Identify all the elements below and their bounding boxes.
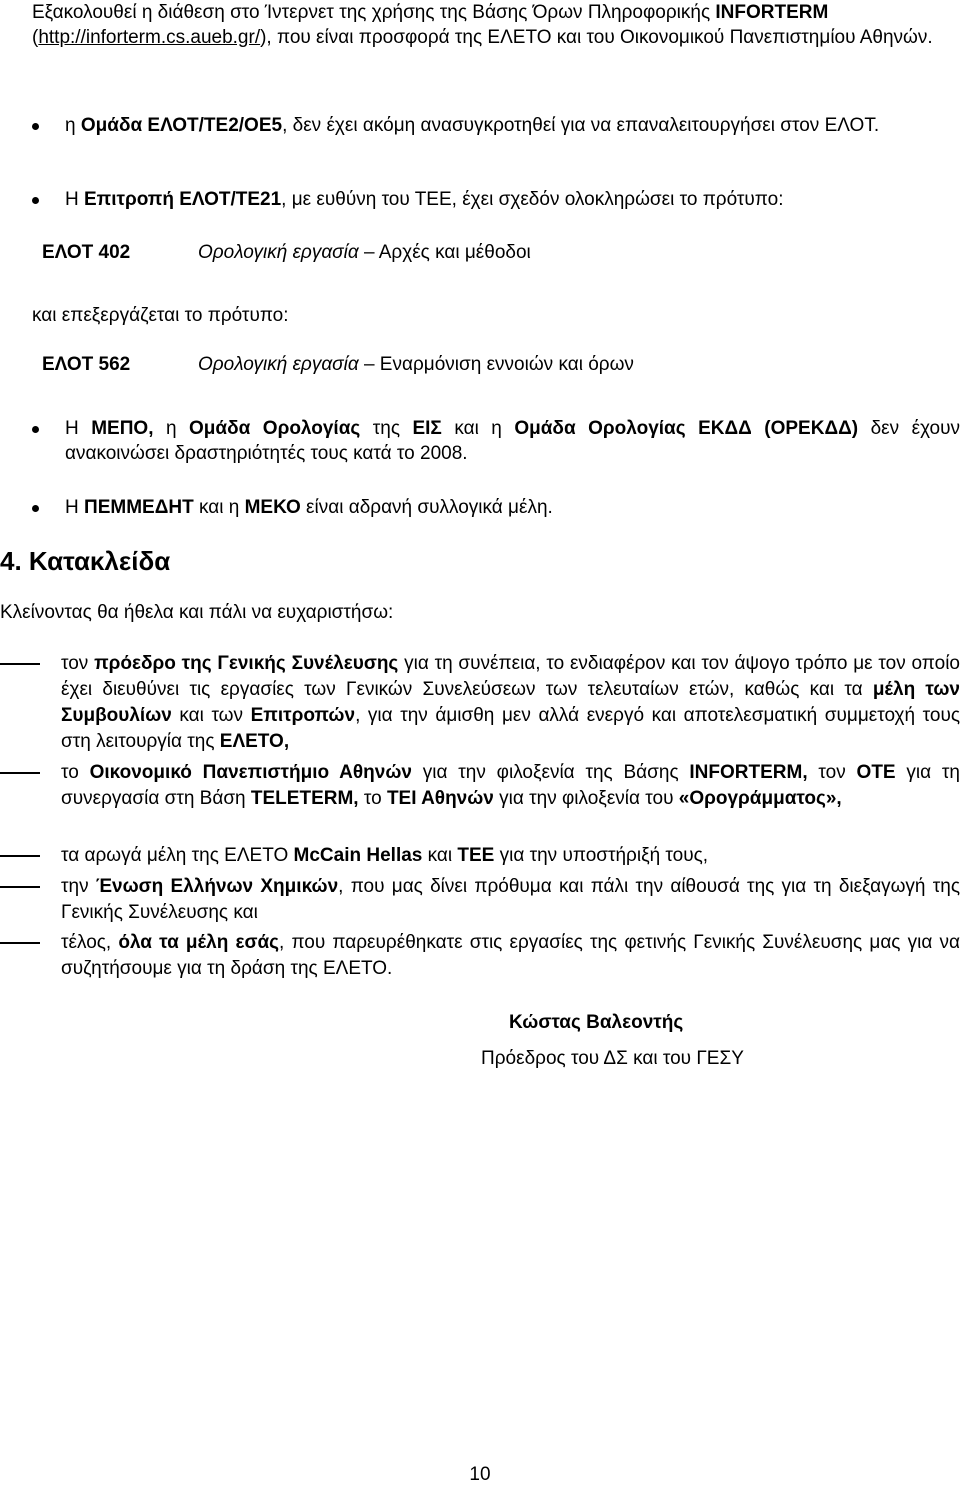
thanks-text: για τη συνέπεια, το ενδιαφέρον και τον άψογο τρόπο με τον οποίο έχει διευθύνει τις εργασίες των Γενικών Συνελεύσεων των τελευταίων ετών, καθώς και τα — [61, 653, 960, 700]
dash-icon — [0, 772, 40, 774]
thanks-bold: ΤΕΕ — [457, 845, 495, 866]
thanks-text: για τη συνεργασία στη Βάση — [61, 762, 960, 809]
bullet-pemmedht — [32, 495, 960, 520]
thanks-bold: McCain Hellas — [293, 845, 423, 866]
inforterm-link[interactable]: http://inforterm.cs.aueb.gr/ — [38, 27, 261, 48]
processing-text: και επεξεργάζεται το πρότυπο: — [32, 305, 289, 326]
bullet-text: η — [153, 418, 190, 439]
thanks-item-president — [0, 651, 960, 755]
bullet-text: και η — [193, 497, 245, 518]
standard-code: ΕΛΟΤ 402 — [42, 242, 131, 263]
bullet-mepo — [32, 416, 960, 466]
bullet-text: Η — [65, 418, 92, 439]
bullet-bold: Ομάδα Ορολογίας — [189, 418, 361, 439]
thanks-text: τον — [807, 762, 857, 783]
thanks-item-all-members — [0, 930, 960, 982]
bullet-elot-te21 — [32, 187, 960, 212]
standard-title-italic: Ορολογική εργασία — [198, 242, 359, 263]
thanks-bold: Ένωση Ελλήνων Χημικών — [95, 876, 339, 897]
signature-title: Πρόεδρος του ΔΣ και του ΓΕΣΥ — [481, 1048, 744, 1069]
bullet-bold: ΕΙΣ — [412, 418, 442, 439]
bullet-icon — [32, 197, 39, 204]
thanks-bold: Οικονομικό Πανεπιστήμιο Αθηνών — [89, 762, 412, 783]
thanks-bold: όλα τα μέλη εσάς — [118, 932, 280, 953]
thanks-item-chemists — [0, 874, 960, 926]
standard-title-rest: – Εναρμόνιση εννοιών και όρων — [358, 354, 634, 375]
thanks-bold: INFORTERM, — [689, 762, 808, 783]
bullet-text: , δεν έχει ακόμη ανασυγκροτηθεί για να επαναλειτουργήσει στον ΕΛΟΤ. — [282, 115, 880, 136]
thanks-item-university — [0, 760, 960, 812]
intro-text: Εξακολουθεί η διάθεση στο Ίντερνετ της χρήσης της Βάσης Όρων Πληροφορικής — [32, 2, 716, 23]
thanks-text: , για την άμισθη μεν αλλά ενεργό και αποτελεσματική συμμετοχή τους στη λειτουργία της — [61, 705, 960, 752]
thanks-bold: TELETERM, — [250, 788, 359, 809]
thanks-bold: πρόεδρο της Γενικής Συνέλευσης — [94, 653, 399, 674]
bullet-text: Η — [65, 189, 84, 210]
thanks-bold: ΕΛΕΤΟ, — [219, 731, 290, 752]
dash-icon — [0, 886, 40, 888]
thanks-bold: ΤΕΙ Αθηνών — [386, 788, 494, 809]
thanks-text: για την υποστήριξή τους, — [494, 845, 709, 866]
thanks-item-members — [0, 843, 960, 869]
standard-elot-562 — [42, 352, 942, 377]
bullet-elot-te2 — [32, 113, 960, 138]
bullet-icon — [32, 123, 39, 130]
bullet-text: της — [360, 418, 413, 439]
bullet-text: είναι αδρανή συλλογικά μέλη. — [300, 497, 553, 518]
thanks-text: το — [61, 762, 90, 783]
dash-icon — [0, 663, 40, 665]
bullet-text: δεν έχουν ανακοινώσει δραστηριότητές τους κατά το 2008. — [65, 418, 960, 464]
page-number: 10 — [469, 1464, 491, 1485]
bullet-text: και η — [441, 418, 515, 439]
dash-icon — [0, 942, 40, 944]
thanks-text: , που παρευρέθηκατε στις εργασίες της φετινής Γενικής Συνέλευσης μας για να συζητήσουμε για τη δράση της ΕΛΕΤΟ. — [61, 932, 960, 979]
thanks-text: , που μας δίνει πρόθυμα και πάλι την αίθουσά της για τη διεξαγωγή της Γενικής Συνέλευσης και — [61, 876, 960, 923]
signature-name: Κώστας Βαλεοντής — [509, 1012, 684, 1033]
thanks-bold: ΟΤΕ — [856, 762, 896, 783]
section-heading: 4. Κατακλείδα — [0, 546, 171, 576]
intro-paragraph — [32, 0, 960, 50]
inforterm-name: INFORTERM — [715, 2, 829, 23]
closing-intro: Κλείνοντας θα ήθελα και πάλι να ευχαριστήσω: — [0, 602, 394, 623]
bullet-icon — [32, 505, 39, 512]
standard-elot-402 — [42, 240, 942, 265]
thanks-text: το — [358, 788, 387, 809]
dash-icon — [0, 855, 40, 857]
thanks-bold: «Ορογράμματος», — [678, 788, 842, 809]
bullet-bold: ΜΕΠΟ, — [91, 418, 154, 439]
paren-open: ( — [32, 27, 39, 48]
bullet-bold: ΠΕΜΜΕΔΗΤ — [84, 497, 194, 518]
intro-text-end: ), που είναι προσφορά της ΕΛΕΤΟ και του Οικονομικού Πανεπιστημίου Αθηνών. — [260, 27, 933, 48]
thanks-text: τέλος, — [61, 932, 119, 953]
thanks-text: και — [422, 845, 458, 866]
thanks-text: και των — [171, 705, 251, 726]
thanks-bold: μέλη των Συμβουλίων — [61, 679, 960, 726]
standard-title-italic: Ορολογική εργασία — [198, 354, 359, 375]
thanks-text: τα αρωγά μέλη της ΕΛΕΤΟ — [61, 845, 294, 866]
thanks-text: για την φιλοξενία του — [493, 788, 679, 809]
thanks-text: τον — [61, 653, 95, 674]
thanks-text: την — [61, 876, 96, 897]
bullet-bold: ΜΕΚΟ — [244, 497, 301, 518]
thanks-text: για την φιλοξενία της Βάσης — [411, 762, 690, 783]
standard-title-rest: – Αρχές και μέθοδοι — [358, 242, 531, 263]
bullet-bold: Ομάδα ΕΛΟΤ/ΤΕ2/ΟΕ5 — [80, 115, 283, 136]
bullet-text: Η — [65, 497, 84, 518]
standard-code: ΕΛΟΤ 562 — [42, 354, 131, 375]
thanks-bold: Επιτροπών — [250, 705, 356, 726]
bullet-text: , με ευθύνη του ΤΕΕ, έχει σχεδόν ολοκληρώσει το πρότυπο: — [281, 189, 784, 210]
bullet-icon — [32, 426, 39, 433]
bullet-bold: Επιτροπή ΕΛΟΤ/ΤΕ21 — [84, 189, 282, 210]
bullet-bold: Ομάδα Ορολογίας ΕΚΔΔ (ΟΡΕΚΔΔ) — [514, 418, 859, 439]
bullet-text: η — [65, 115, 81, 136]
